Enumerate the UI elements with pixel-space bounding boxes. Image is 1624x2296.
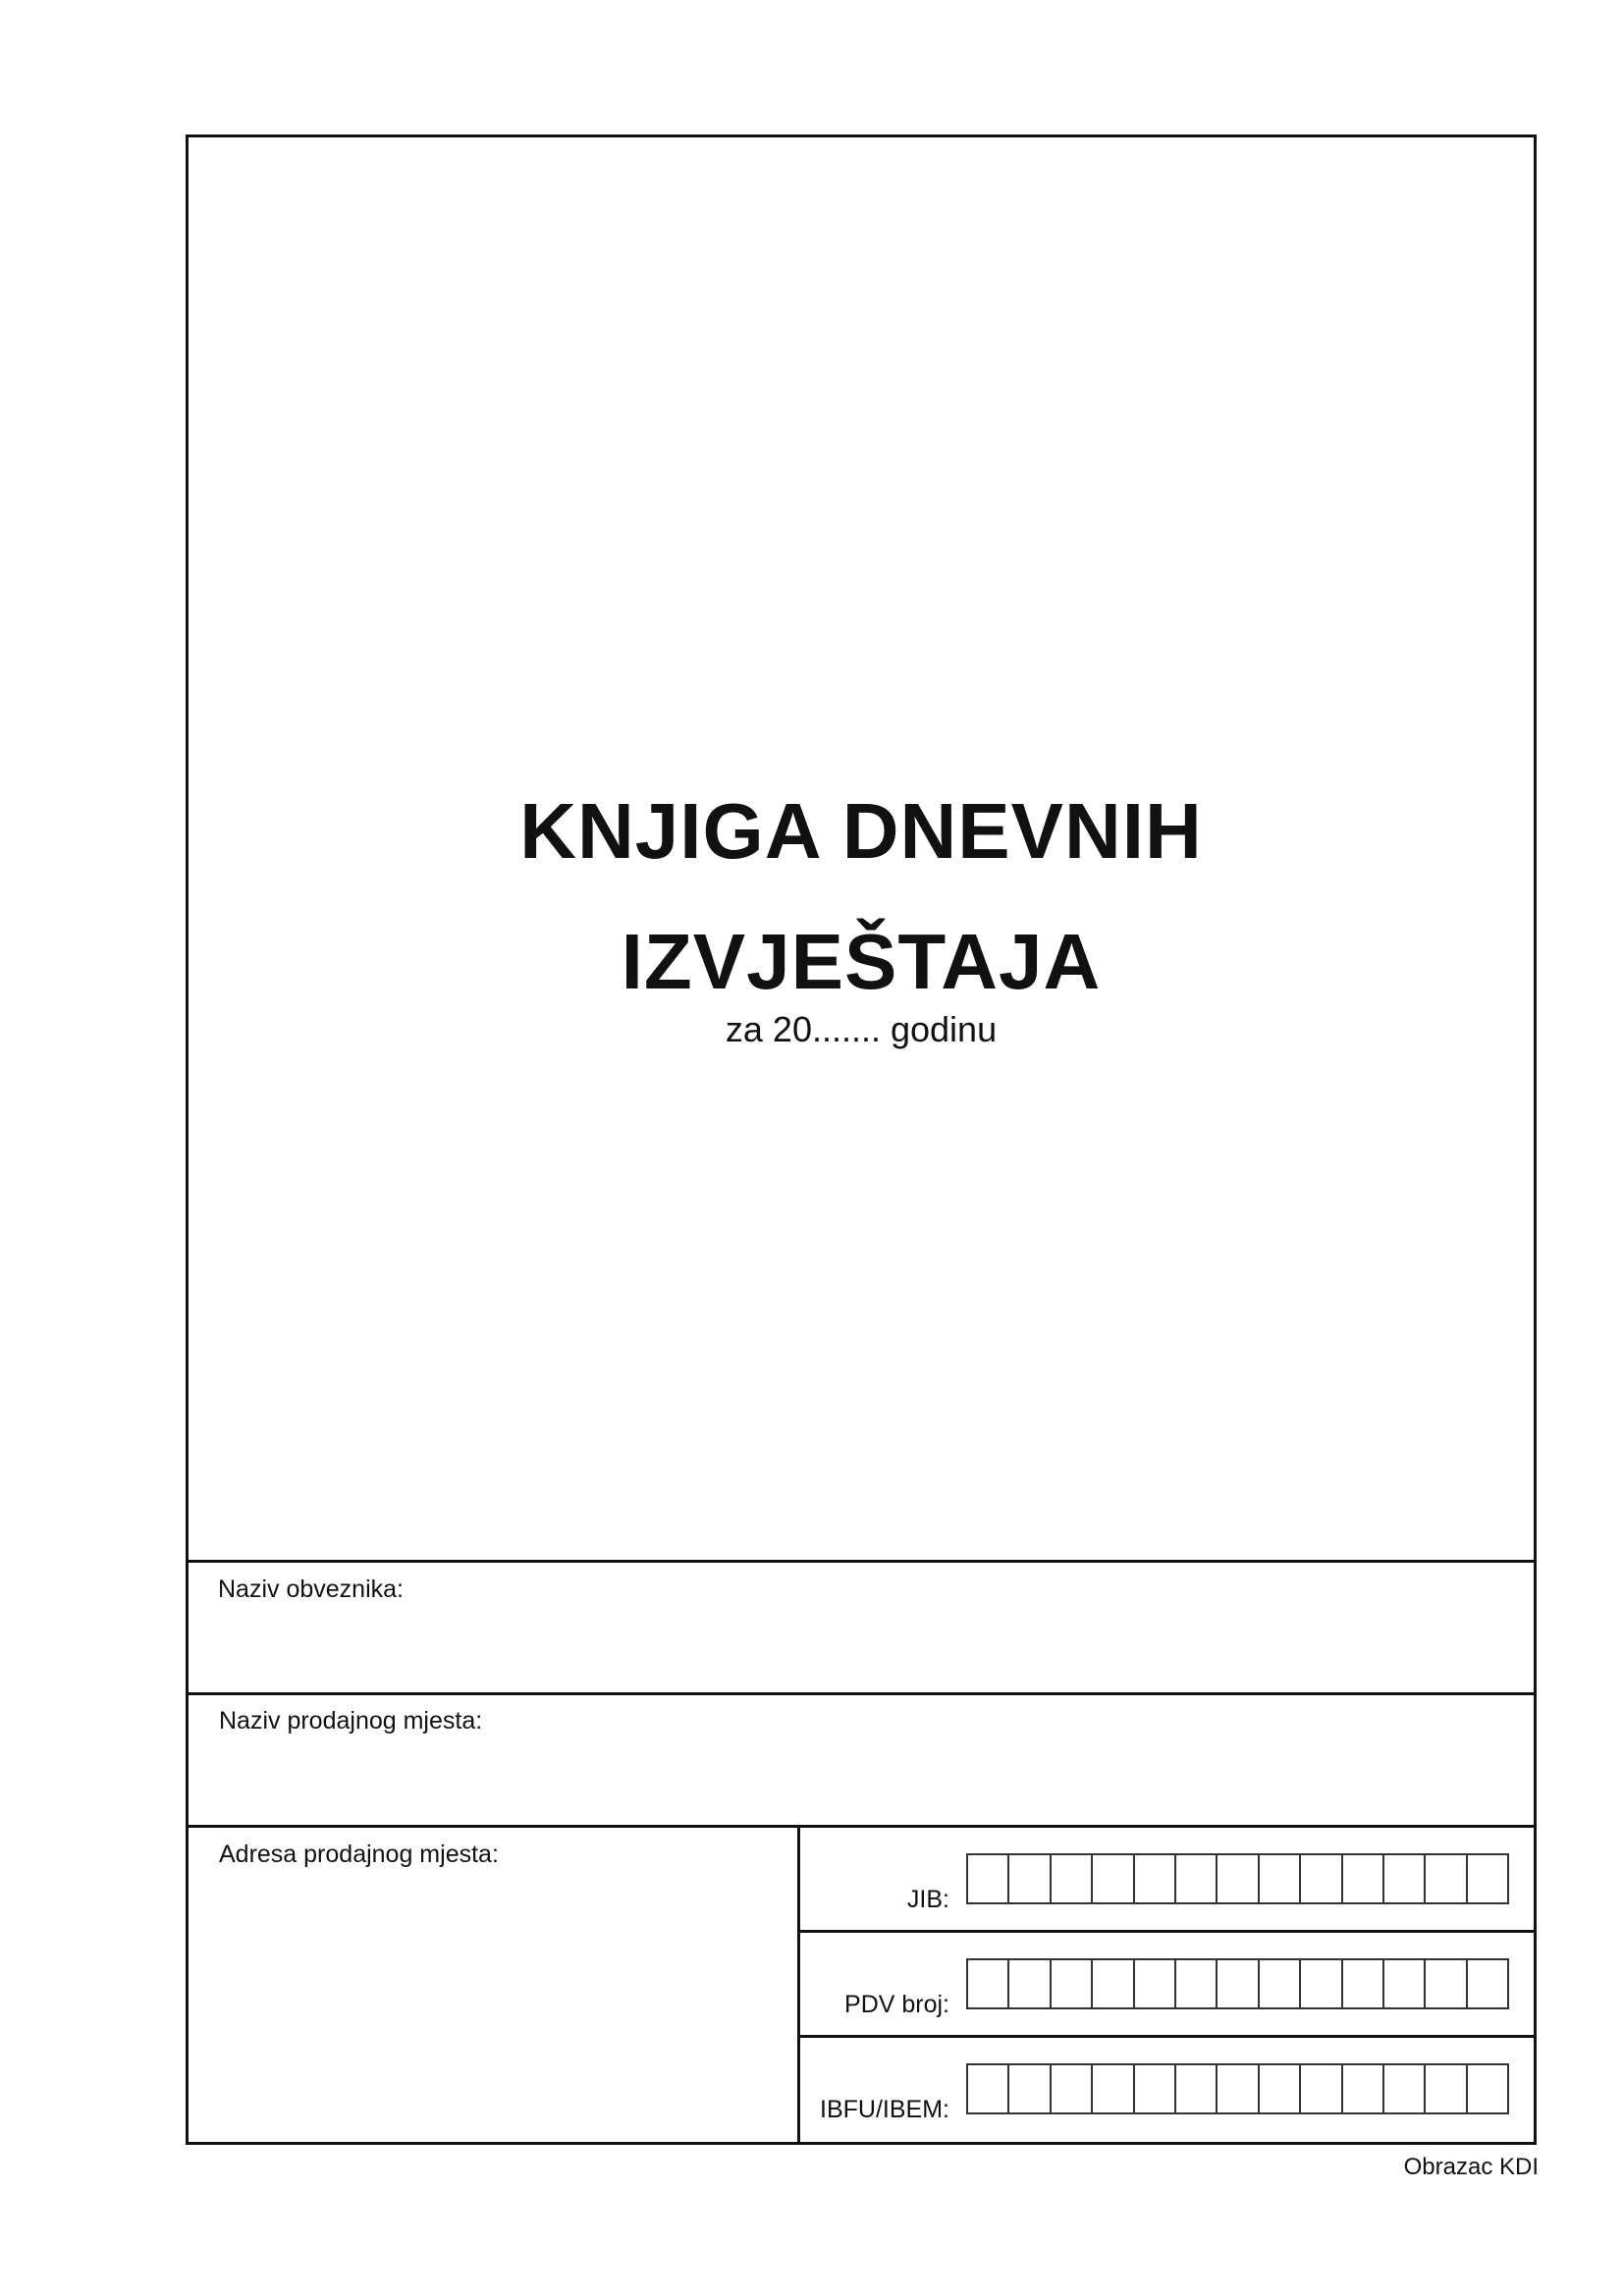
digit-box[interactable] [1299, 2065, 1340, 2112]
digit-box[interactable] [1382, 1855, 1424, 1902]
digit-box[interactable] [1424, 1960, 1465, 2007]
digit-box[interactable] [1299, 1960, 1340, 2007]
form-frame [186, 134, 1537, 2145]
digit-box[interactable] [968, 2065, 1007, 2112]
jib-boxes[interactable] [966, 1853, 1509, 1904]
digit-box[interactable] [1007, 1960, 1049, 2007]
digit-box[interactable] [1258, 2065, 1299, 2112]
digit-box[interactable] [1050, 1855, 1091, 1902]
form-name-label: Obrazac KDI [1403, 2154, 1539, 2180]
digit-box[interactable] [1007, 1855, 1049, 1902]
divider-adresa [189, 1825, 1534, 1828]
adresa-label: Adresa prodajnog mjesta: [219, 1841, 499, 1868]
digit-box[interactable] [968, 1960, 1007, 2007]
divider-obveznik [189, 1560, 1534, 1563]
digit-box[interactable] [1299, 1855, 1340, 1902]
ibfu-boxes[interactable] [966, 2063, 1509, 2114]
divider-pdv [798, 2035, 1537, 2038]
digit-box[interactable] [1091, 1960, 1132, 2007]
jib-label: JIB: [906, 1886, 949, 1913]
digit-box[interactable] [1091, 2065, 1132, 2112]
ibfu-label: IBFU/IBEM: [820, 2096, 949, 2123]
digit-box[interactable] [1174, 1855, 1216, 1902]
pdv-boxes[interactable] [966, 1958, 1509, 2009]
prodajno-mjesto-label: Naziv prodajnog mjesta: [219, 1707, 483, 1735]
cover-title [189, 766, 1534, 1027]
digit-box[interactable] [1216, 1855, 1257, 1902]
digit-box[interactable] [1466, 1960, 1507, 2007]
digit-box[interactable] [1050, 1960, 1091, 2007]
digit-box[interactable] [1133, 1855, 1174, 1902]
divider-prodajno-mjesto [189, 1692, 1534, 1695]
cover-title-line1: KNJIGA DNEVNIH [519, 787, 1203, 875]
digit-box[interactable] [1007, 2065, 1049, 2112]
digit-box[interactable] [1174, 2065, 1216, 2112]
digit-box[interactable] [1258, 1855, 1299, 1902]
digit-box[interactable] [1466, 1855, 1507, 1902]
digit-box[interactable] [1466, 2065, 1507, 2112]
cover-title-line2: IZVJEŠTAJA [621, 918, 1102, 1005]
digit-box[interactable] [1174, 1960, 1216, 2007]
digit-box[interactable] [1216, 2065, 1257, 2112]
digit-box[interactable] [1382, 2065, 1424, 2112]
digit-box[interactable] [1133, 1960, 1174, 2007]
cover-subtitle: za 20....... godinu [725, 1009, 998, 1049]
digit-box[interactable] [1424, 2065, 1465, 2112]
digit-box[interactable] [1424, 1855, 1465, 1902]
obveznik-label: Naziv obveznika: [218, 1575, 404, 1603]
digit-box[interactable] [1133, 2065, 1174, 2112]
pdv-label: PDV broj: [844, 1991, 949, 2018]
digit-box[interactable] [1382, 1960, 1424, 2007]
digit-box[interactable] [1341, 2065, 1382, 2112]
digit-box[interactable] [1341, 1960, 1382, 2007]
digit-box[interactable] [1050, 2065, 1091, 2112]
digit-box[interactable] [1258, 1960, 1299, 2007]
digit-box[interactable] [1216, 1960, 1257, 2007]
divider-jib [798, 1930, 1537, 1933]
digit-box[interactable] [1341, 1855, 1382, 1902]
digit-box[interactable] [968, 1855, 1007, 1902]
cover-title-area [189, 137, 1534, 1559]
digit-box[interactable] [1091, 1855, 1132, 1902]
